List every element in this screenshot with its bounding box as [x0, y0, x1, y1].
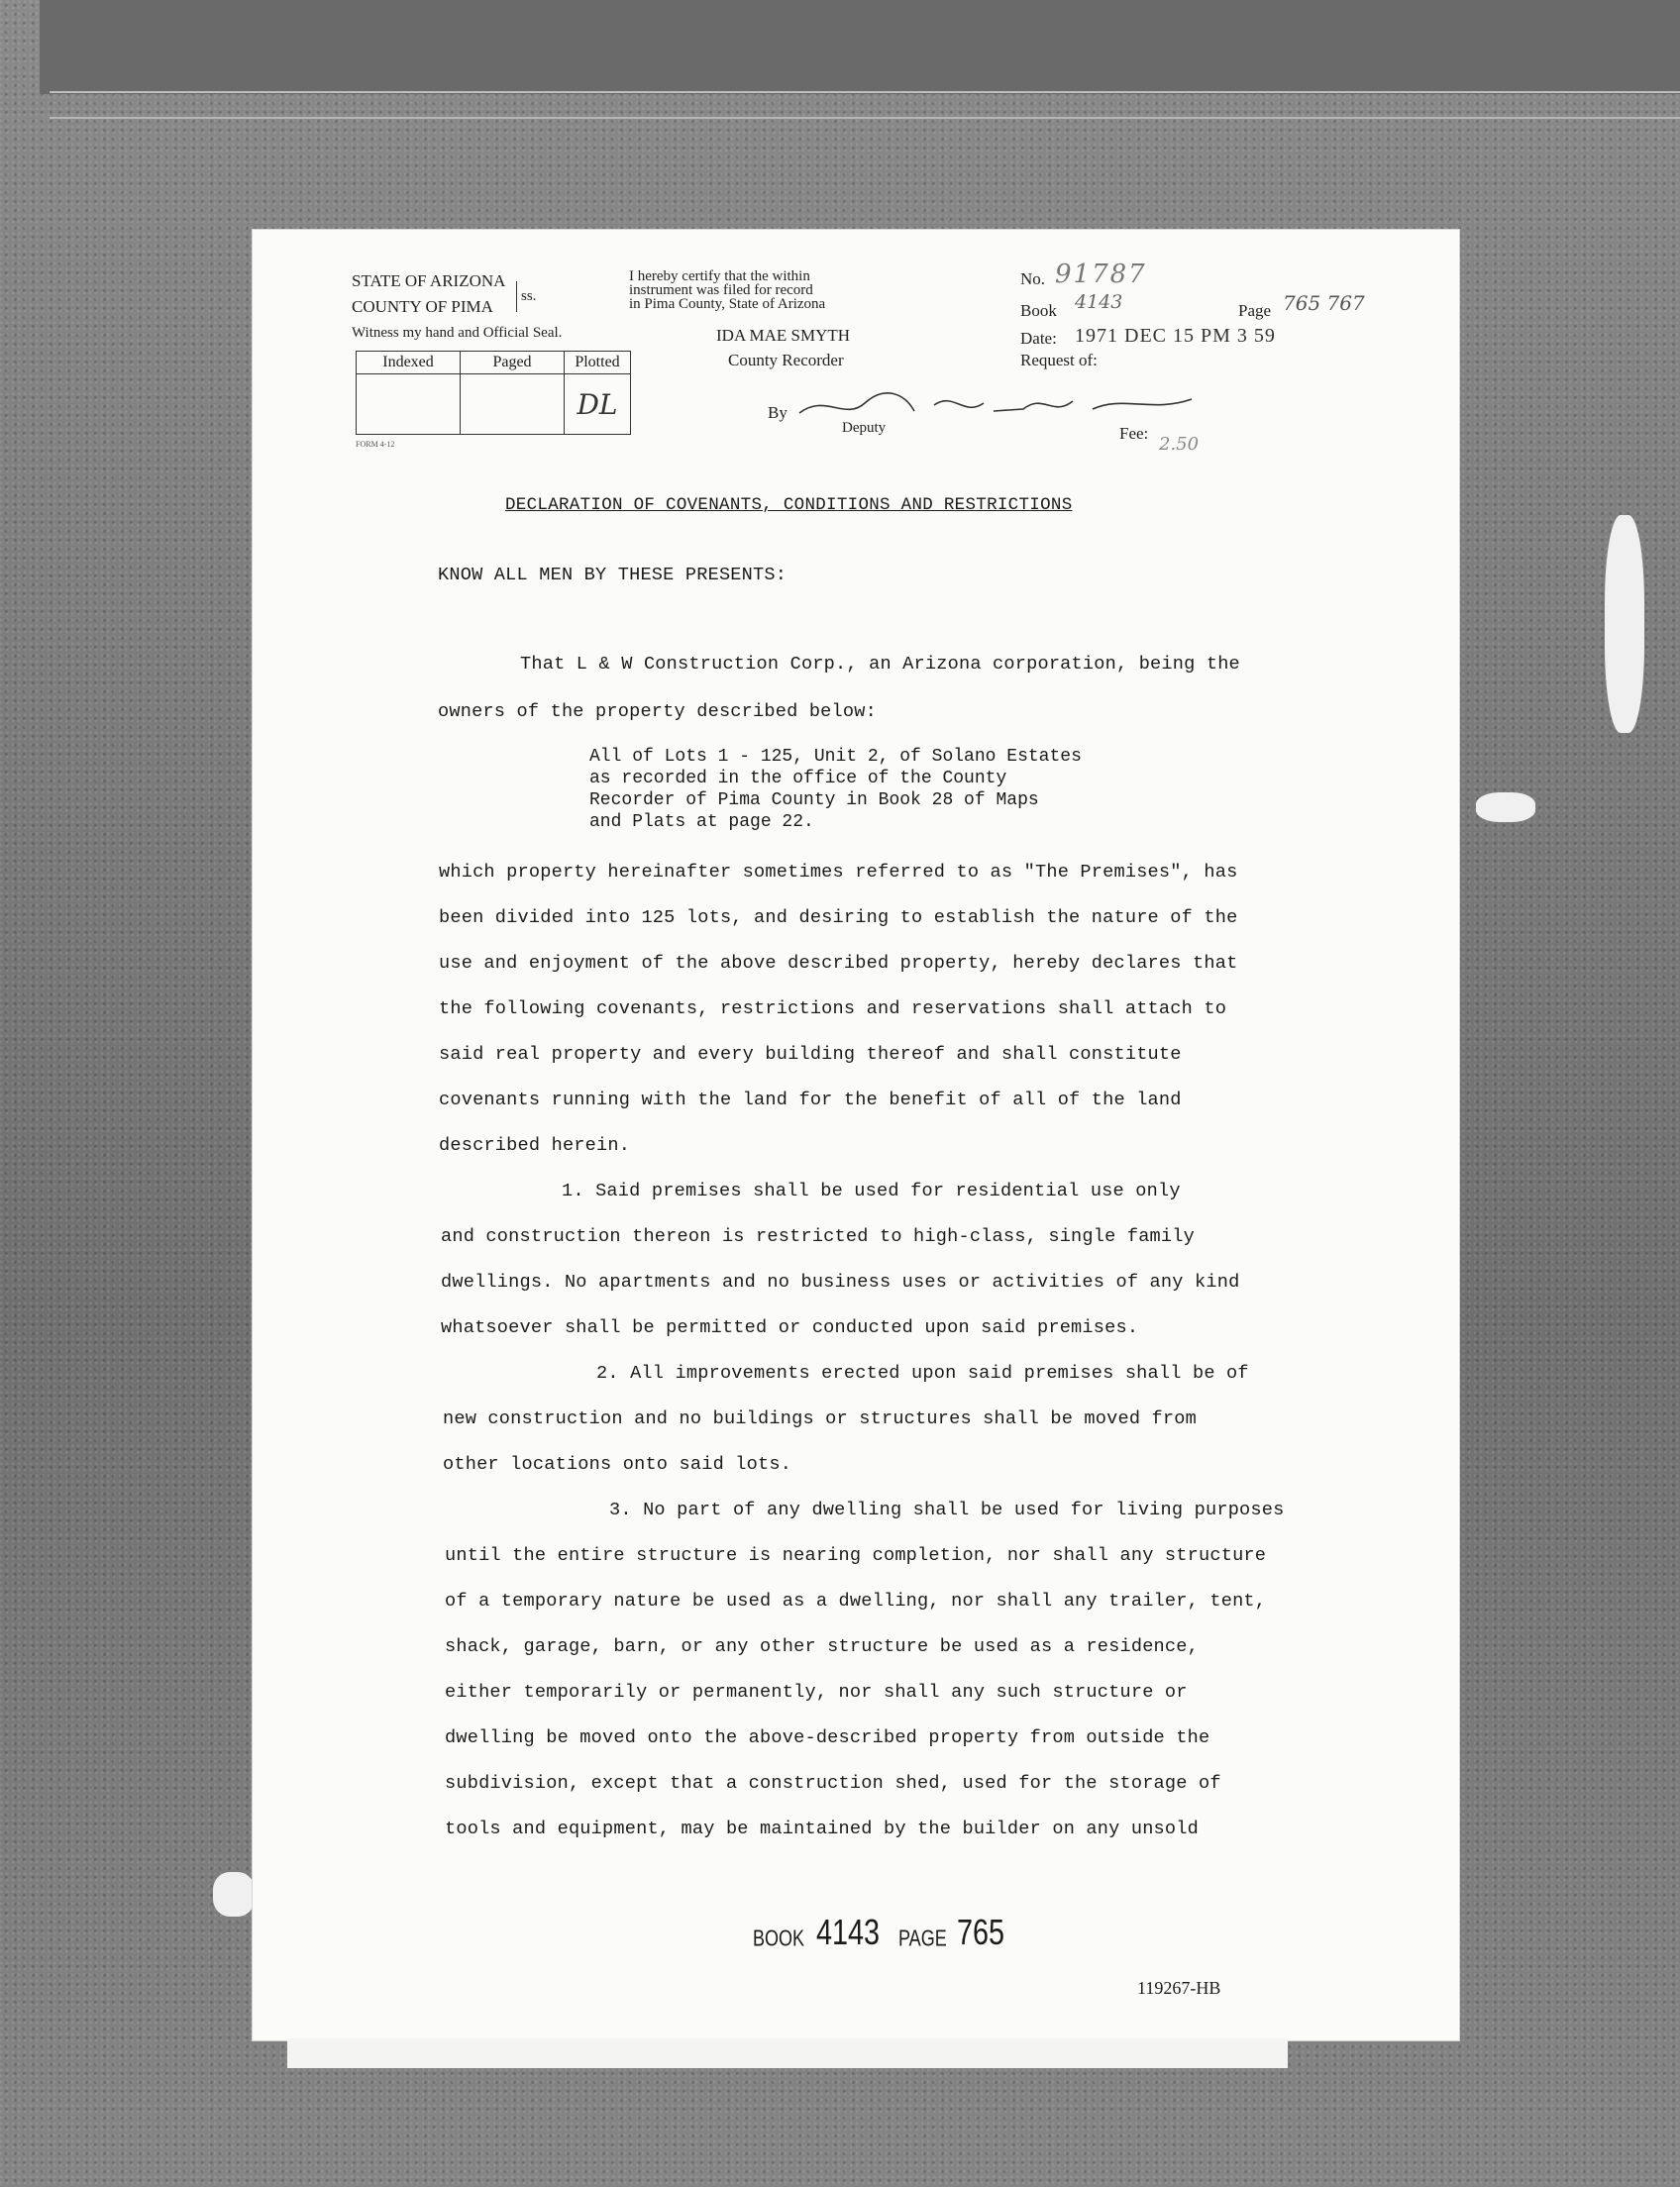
clause-2-line: other locations onto said lots.	[443, 1454, 792, 1475]
premises-line: said real property and every building thereof and shall constitute	[439, 1044, 1182, 1065]
clause-3-line: 3. No part of any dwelling shall be used for living purposes	[609, 1500, 1285, 1520]
scan-artifact-line	[50, 91, 1680, 93]
property-line: Recorder of Pima County in Book 28 of Maps	[589, 790, 1039, 810]
clause-3-line: tools and equipment, may be maintained by the builder on any unsold	[445, 1819, 1199, 1839]
intro-line: That L & W Construction Corp., an Arizona corporation, being the	[520, 654, 1240, 675]
ss-mark: ss.	[516, 281, 536, 312]
clause-3-line: subdivision, except that a construction shed, used for the storage of	[445, 1773, 1221, 1794]
index-cell	[357, 374, 461, 435]
page-value: 765 767	[1283, 291, 1365, 315]
scan-top-edge	[40, 0, 1680, 94]
certify-line: I hereby certify that the within	[629, 268, 810, 284]
property-line: and Plats at page 22.	[589, 812, 814, 832]
clause-3-line: either temporarily or permanently, nor shall any such structure or	[445, 1682, 1188, 1703]
date-value: 1971 DEC 15 PM 3 59	[1075, 325, 1276, 347]
premises-line: described herein.	[439, 1135, 631, 1156]
deputy-signature	[795, 383, 1231, 423]
reference-number: 119267-HB	[1137, 1978, 1221, 1998]
stamp-page-number: 765	[957, 1912, 1005, 1952]
certify-line: instrument was filed for record	[629, 282, 813, 298]
recorder-title: County Recorder	[728, 351, 844, 369]
scan-artifact	[1476, 792, 1535, 822]
by-label: By	[768, 403, 788, 422]
date-label: Date:	[1020, 329, 1057, 348]
clause-1-line: and construction thereon is restricted to high-class, single family	[441, 1226, 1195, 1247]
certify-line: in Pima County, State of Arizona	[629, 296, 826, 312]
index-header: Plotted	[565, 352, 631, 374]
clause-2-line: new construction and no buildings or structures shall be moved from	[443, 1408, 1197, 1429]
intro-line: owners of the property described below:	[438, 701, 877, 722]
page-label: Page	[1238, 301, 1272, 320]
state-line: STATE OF ARIZONA	[352, 271, 506, 290]
document-title: DECLARATION OF COVENANTS, CONDITIONS AND RESTRICTIONS	[505, 495, 1073, 515]
witness-line: Witness my hand and Official Seal.	[352, 325, 563, 341]
clause-3-line: shack, garage, barn, or any other structure be used as a residence,	[445, 1636, 1199, 1657]
recorder-name: IDA MAE SMYTH	[716, 326, 851, 345]
salutation: KNOW ALL MEN BY THESE PRESENTS:	[438, 565, 788, 585]
index-table	[356, 351, 631, 435]
scan-artifact-line	[50, 117, 1680, 119]
book-page-stamp	[753, 1912, 1010, 1953]
clause-3-line: dwelling be moved onto the above-described property from outside the	[445, 1727, 1210, 1748]
clause-1-line: 1. Said premises shall be used for residential use only	[562, 1181, 1181, 1201]
premises-line: which property hereinafter sometimes referred to as "The Premises", has	[439, 862, 1238, 883]
form-number: FORM 4-12	[356, 440, 395, 449]
fee-value: 2.50	[1159, 434, 1200, 455]
stamp-book-number: 4143	[816, 1912, 881, 1952]
clause-1-line: dwellings. No apartments and no business uses or activities of any kind	[441, 1272, 1240, 1293]
clause-3-line: of a temporary nature be used as a dwelling, nor shall any trailer, tent,	[445, 1591, 1267, 1612]
property-line: as recorded in the office of the County	[589, 769, 1007, 788]
property-line: All of Lots 1 - 125, Unit 2, of Solano Estates	[589, 747, 1082, 767]
deputy-label: Deputy	[842, 420, 887, 436]
page-bottom-edge	[287, 2038, 1288, 2068]
no-label: No.	[1020, 269, 1046, 288]
premises-line: been divided into 125 lots, and desiring to establish the nature of the	[439, 907, 1238, 928]
county-line: COUNTY OF PIMA	[352, 297, 493, 316]
premises-line: the following covenants, restrictions and reservations shall attach to	[439, 998, 1227, 1019]
premises-line: use and enjoyment of the above described property, hereby declares that	[439, 953, 1238, 974]
book-label: Book	[1020, 301, 1057, 320]
document-page	[253, 230, 1459, 2040]
clause-1-line: whatsoever shall be permitted or conducted upon said premises.	[441, 1317, 1139, 1338]
clause-2-line: 2. All improvements erected upon said premises shall be of	[596, 1363, 1249, 1384]
scan-artifact	[213, 1872, 255, 1917]
stamp-page-label: PAGE	[898, 1925, 947, 1951]
no-value: 91787	[1055, 260, 1147, 289]
request-label: Request of:	[1020, 351, 1098, 369]
index-cell	[461, 374, 565, 435]
index-header: Paged	[461, 352, 565, 374]
scan-artifact	[1605, 515, 1644, 733]
clause-3-line: until the entire structure is nearing completion, nor shall any structure	[445, 1545, 1267, 1566]
index-header: Indexed	[357, 352, 461, 374]
stamp-book-label: BOOK	[753, 1925, 805, 1951]
book-value: 4143	[1075, 291, 1123, 313]
fee-label: Fee:	[1119, 424, 1149, 443]
index-cell: DL	[565, 374, 631, 435]
premises-line: covenants running with the land for the benefit of all of the land	[439, 1090, 1182, 1110]
